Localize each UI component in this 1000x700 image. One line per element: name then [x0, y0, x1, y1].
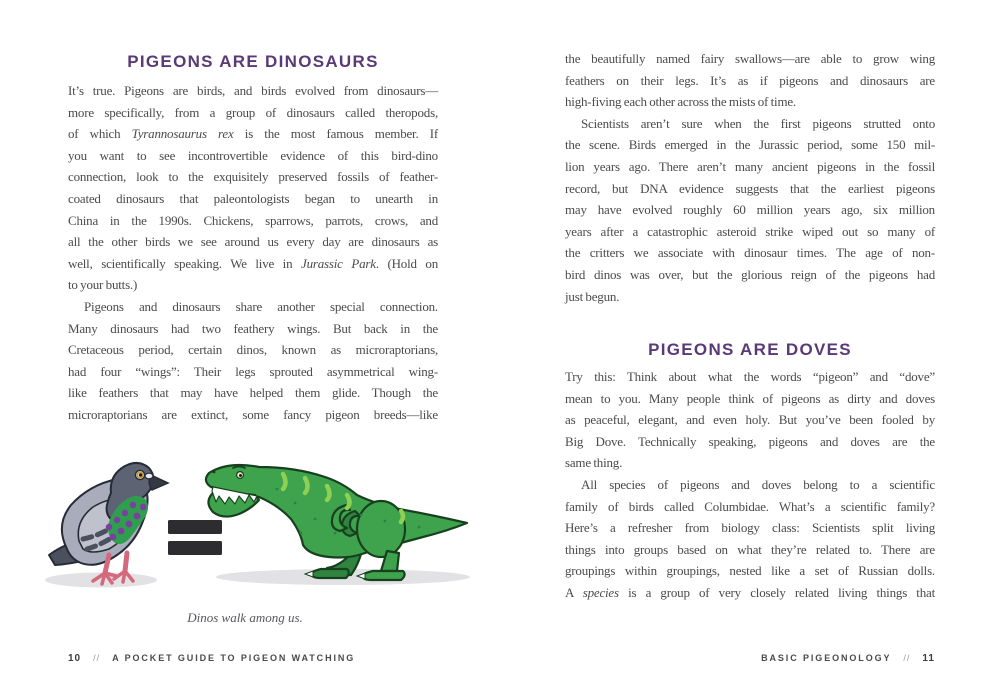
page-number-left: 10 [68, 653, 82, 664]
illustration-caption: Dinos walk among us. [187, 610, 303, 625]
text-line: Scientists aren’t sure when the first pigeons strutted onto [581, 115, 935, 131]
footer-left [68, 653, 355, 664]
pigeon-equals-trex-illustration [43, 441, 473, 593]
paragraph [565, 113, 935, 307]
body-text-right-top [565, 48, 935, 307]
footer-separator-left: // [93, 653, 101, 663]
text-line: Many dinosaurs had two feathery wings. But back in the [68, 320, 438, 336]
text-line: microraptorians are extinct, some fancy pigeon breeds—like [68, 406, 438, 422]
paragraph [565, 474, 935, 604]
text-line: all the other birds we see around us every day are dinosaurs as [68, 234, 438, 250]
text-line: years after a catastrophic asteroid strike wiped out so many of [565, 223, 935, 239]
text-line: just begun. [565, 288, 620, 304]
text-line: the beautifully named fairy swallows—are able to grow wing [565, 51, 935, 66]
paragraph [565, 48, 935, 113]
text-line: A species is a group of very closely related living things that [565, 584, 935, 600]
text-line: Cretaceous period, certain dinos, known as microraptorians, [68, 342, 438, 358]
text-line: had four “wings”: Their legs sprouted asymmetrical wing- [68, 363, 438, 379]
text-line: things into groups based on what they’re related to. There are [565, 541, 935, 557]
chapter-title: BASIC PIGEONOLOGY [761, 653, 892, 663]
text-line: record, but DNA evidence suggests that the earliest pigeons [565, 180, 935, 196]
text-line: feathers on their legs. It’s as if pigeons and dinosaurs are [565, 72, 935, 88]
section-heading-dinosaurs: PIGEONS ARE DINOSAURS [127, 52, 379, 71]
equals-icon [168, 520, 222, 555]
text-line: lion years ago. There aren’t many ancient pigeons in the fossil [565, 158, 935, 174]
text-line: high-fiving each other across the mists of time. [565, 94, 796, 110]
text-line: of which Tyrannosaurus rex is the most famous member. If [68, 126, 439, 142]
text-line: China in the 1990s. Chickens, sparrows, parrots, crows, and [68, 212, 438, 228]
pigeon-icon [49, 463, 168, 584]
text-line: you want to see incontrovertible evidence of this bird-dino [68, 147, 438, 163]
text-line: same thing. [565, 455, 623, 471]
text-line: bird dinos was over, but the glorious reign of the pigeons had [565, 266, 935, 282]
text-line: Big Dove. Technically speaking, pigeons and doves are the [565, 433, 935, 449]
text-line: coated dinosaurs that paleontologists began to unearth in [68, 190, 438, 206]
text-line: family of birds called Columbidae. What’s a scientific family? [565, 498, 935, 514]
text-line: Pigeons and dinosaurs share another special connection. [84, 298, 438, 314]
footer-separator-right: // [903, 653, 911, 663]
page-number-right: 11 [922, 653, 935, 664]
paragraph [565, 366, 935, 474]
text-line: as peaceful, elegant, and even holy. But you’ve been fooled by [565, 412, 935, 428]
book-title: A POCKET GUIDE TO PIGEON WATCHING [112, 653, 356, 663]
body-text-left [68, 80, 438, 426]
text-line: Try this: Think about what the words “pigeon” and “dove” [565, 369, 935, 384]
text-line: groupings within groupings, nested like a set of Russian dolls. [565, 563, 935, 579]
text-line: to your butts.) [68, 277, 138, 293]
text-line: more specifically, from a group of dinosaurs called theropods, [68, 104, 438, 120]
text-line: It’s true. Pigeons are birds, and birds evolved from dinosaurs— [68, 83, 438, 98]
text-line: Here’s a refresher from biology class: Scientists split living [565, 520, 935, 536]
footer-right [761, 653, 935, 664]
trex-icon [206, 465, 467, 580]
paragraph [68, 296, 438, 426]
text-line: may have evolved roughly 60 million years ago, six million [565, 202, 935, 218]
text-line: well, scientifically speaking. We live in Jurassic Park. (Hold on [68, 255, 438, 271]
text-line: like feathers that may have helped them glide. Though the [68, 385, 438, 401]
section-heading-doves: PIGEONS ARE DOVES [648, 340, 852, 359]
text-line: All species of pigeons and doves belong to a scientific [581, 476, 935, 492]
body-text-right-bottom [565, 366, 935, 604]
text-line: the critters we associate with dinosaur times. The age of non- [565, 245, 935, 261]
text-line: mean to you. Many people think of pigeons as dirty and doves [565, 390, 935, 406]
text-line: connection, look to the exquisitely preserved fossils of feather- [68, 169, 438, 185]
text-line: the scene. Birds emerged in the Jurassic period, some 150 mil- [565, 137, 935, 153]
paragraph [68, 80, 438, 296]
